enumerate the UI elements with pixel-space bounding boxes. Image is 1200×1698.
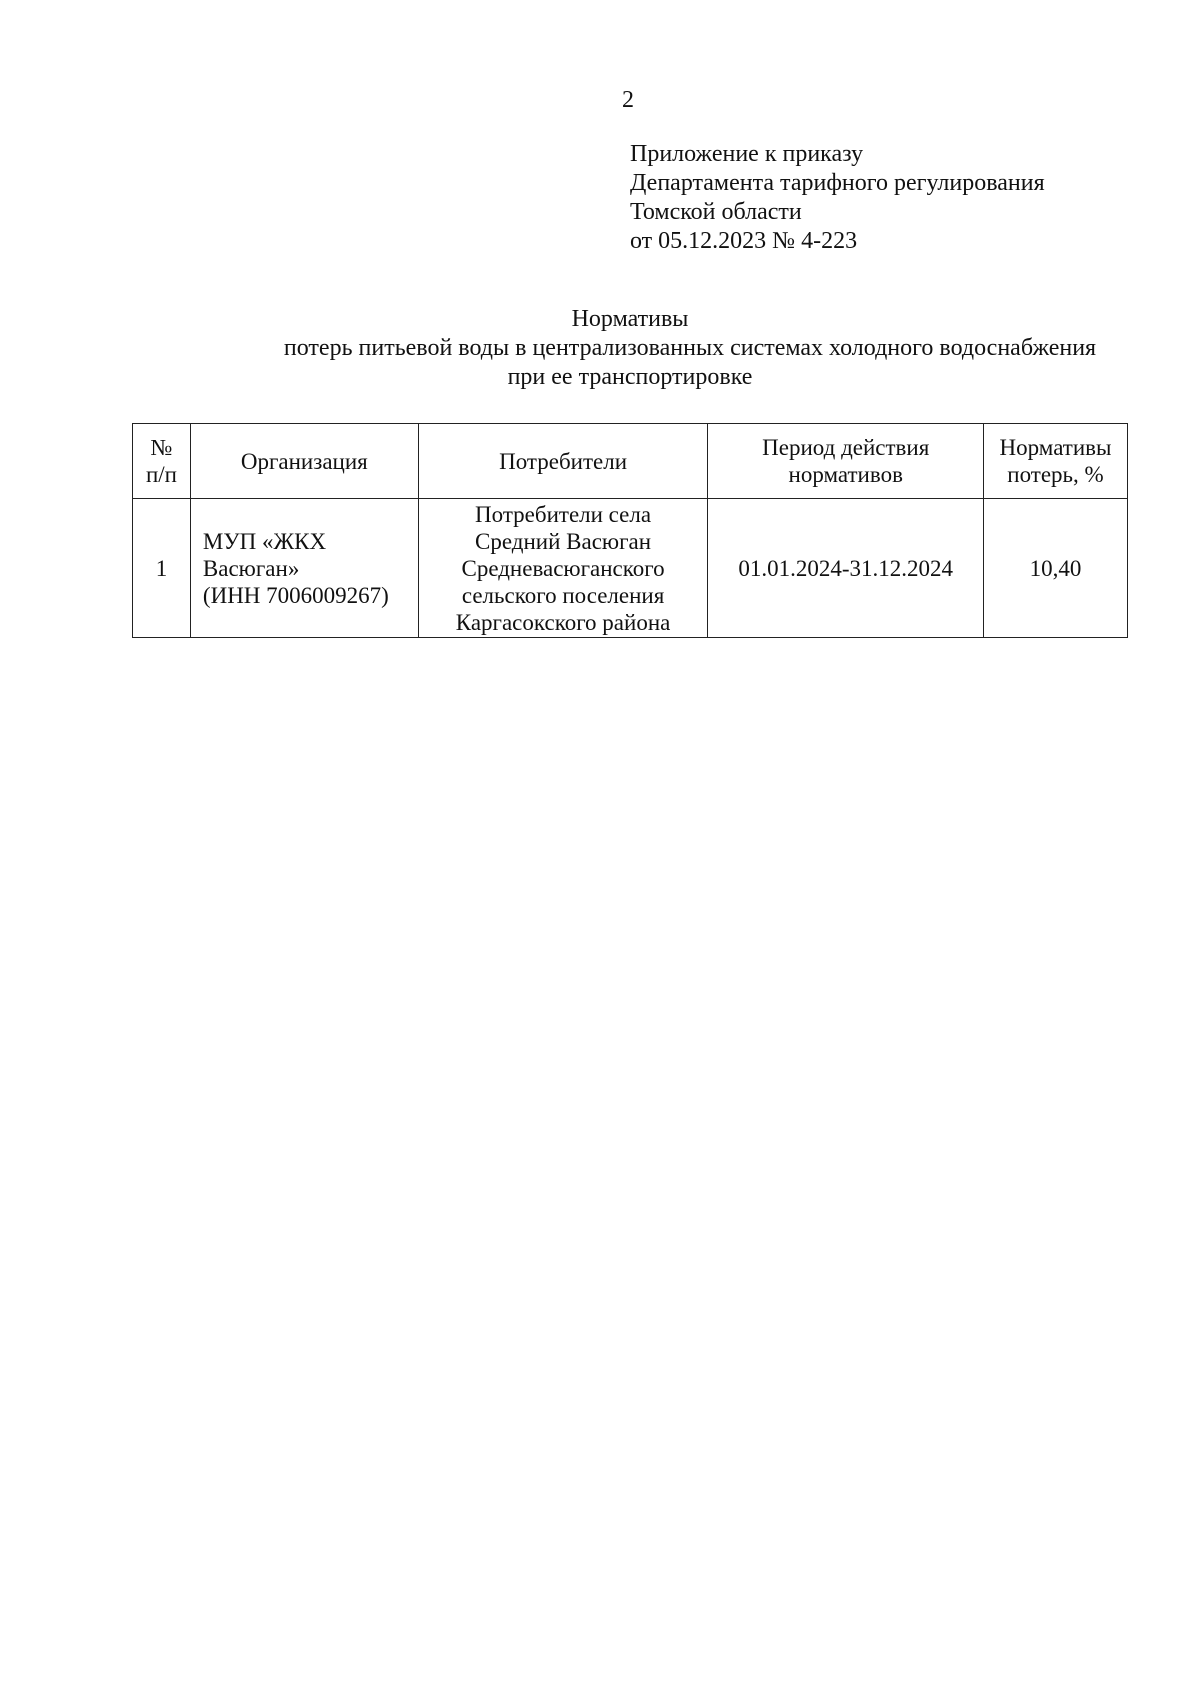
header-consumers: Потребители	[418, 424, 708, 499]
table-header-row	[133, 424, 1128, 499]
title-line: при ее транспортировке	[507, 364, 753, 390]
appendix-date-number: от 05.12.2023 № 4-223	[630, 228, 858, 254]
header-period: Период действия нормативов	[708, 424, 984, 499]
appendix-reference	[630, 140, 1045, 256]
cell-consumers: Потребители села Средний Васюган Средневасюганского сельского поселения Каргасокского района	[418, 499, 708, 638]
header-norms: Нормативы потерь, %	[984, 424, 1128, 499]
header-number: № п/п	[133, 424, 191, 499]
cell-period: 01.01.2024-31.12.2024	[708, 499, 984, 638]
header-organization: Организация	[190, 424, 418, 499]
appendix-line: Приложение к приказу	[630, 141, 864, 167]
cell-number: 1	[133, 499, 191, 638]
table-row	[133, 499, 1128, 638]
cell-norms: 10,40	[984, 499, 1128, 638]
cell-organization: МУП «ЖКХ Васюган» (ИНН 7006009267)	[190, 499, 418, 638]
title-line: потерь питьевой воды в централизованных системах холодного водоснабжения	[283, 335, 1097, 361]
page-number: 2	[622, 87, 634, 113]
norms-table	[132, 423, 1128, 638]
title-line: Нормативы	[571, 306, 689, 332]
appendix-line: Департамента тарифного регулирования	[630, 170, 1045, 196]
appendix-line: Томской области	[630, 199, 802, 225]
document-title	[130, 305, 1130, 392]
